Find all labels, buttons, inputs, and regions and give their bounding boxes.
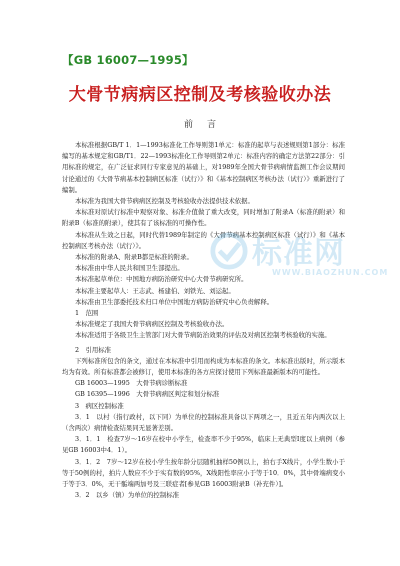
clause: 3．1．2 7岁～12岁在校小学生按年龄分层随机抽样50例以上，拍右手X线片，小学生数小于等于50例的村，拍片人数应不少于实有数的95%，X线阳性率应小于等于10．0%，其中骨端病变小于等于3．0%，无干骺端两加号及三联症者[参见GB 16003附录B（补充件）]。 (62, 457, 345, 489)
paragraph: 本标准根据GB/T 1．1—1993标准化工作导则第1单元：标准的起草与表述规则第1部分：标准编写的基本规定和GB/T1．22—1993标准化工作导则第2单元：标准内容的确定方法第22部分：引用标准的规定，在广泛征求同行专家意见的基础上，对1989年全国大骨节病病情监测工作会议期间讨论通过的《大骨节病基本控制病区标准（试行）》和《基本控制病区考核办法（试行）》重新进行了编制。 (62, 141, 345, 194)
document-title: 大骨节病病区控制及考核验收办法 (68, 85, 332, 105)
paragraph: 本标准由卫生部委托技术归口单位中国地方病防治研究中心负责解释。 (75, 297, 274, 306)
foreword-heading: 前言 (183, 120, 230, 130)
paragraph: 本标准主要起草人：王志武、杨建伯、刘铁光、刘运起。 (75, 286, 235, 295)
paragraph: 本标准为我国大骨节病病区控制及考核验收办法提供技术依据。 (75, 197, 254, 206)
reference-item: GB 16003—1995 大骨节病诊断标准 (75, 379, 188, 388)
clause: 3．1．1 检查7岁～16岁在校中小学生，检查率不少于95%，临床上无典型Ⅰ度以上病例（参见GB 16003中4．1）。 (62, 435, 345, 455)
paragraph: 本标准适用于各级卫生主管部门对大骨节病防治效果的评估及对病区控制考核验收的实施。 (75, 331, 331, 340)
document-body (62, 140, 345, 502)
reference-item: GB 16395—1996 大骨节病病区判定和划分标准 (75, 390, 220, 399)
paragraph: 本标准起草单位：中国地方病防治研究中心大骨节病研究所。 (75, 275, 248, 284)
section-heading-scope: 1 范围 (75, 309, 99, 318)
section-heading-references: 2 引用标准 (75, 345, 112, 354)
paragraph: 本标准规定了我国大骨节病病区控制及考核验收办法。 (75, 320, 229, 329)
clause: 3．1 以村（指行政村，以下同）为单位的控制标准具备以下两项之一，且近五年内两次以上（含两次）病情检查结果同无显著差别。 (62, 412, 345, 433)
paragraph: 本标准由中华人民共和国卫生部提出。 (75, 264, 184, 273)
paragraph: 本标准的附录A、附录B都是标准的附录。 (75, 253, 193, 262)
watermark-url: WWW.BIAOZHUN.COM (272, 268, 389, 277)
clause: 3．2 以乡（镇）为单位的控制标准 (75, 491, 179, 500)
watermark-text: 标准网 (252, 236, 345, 271)
paragraph: 本标准从生效之日起，同时代替1989年制定的《大骨节病基本控制病区标准（试行）》和《基本控制病区考核办法（试行）》。 (62, 230, 345, 250)
standard-code: 【GB 16007—1995】 (62, 53, 194, 67)
paragraph: 下列标准所包含的条文，通过在本标准中引用而构成为本标准的条文。本标准出版时，所示版本均为有效。所有标准都会被修订，使用本标准的各方应探讨使用下列标准最新版本的可能性。 (62, 356, 345, 377)
section-heading-control: 3 病区控制标准 (75, 401, 124, 410)
paragraph: 本标准对原试行标准中观察对象、标准介值做了重大改变，同时增加了附录A（标准的附录）和附录B（标准的附录），使其有了该标准的可操作性。 (62, 208, 345, 228)
